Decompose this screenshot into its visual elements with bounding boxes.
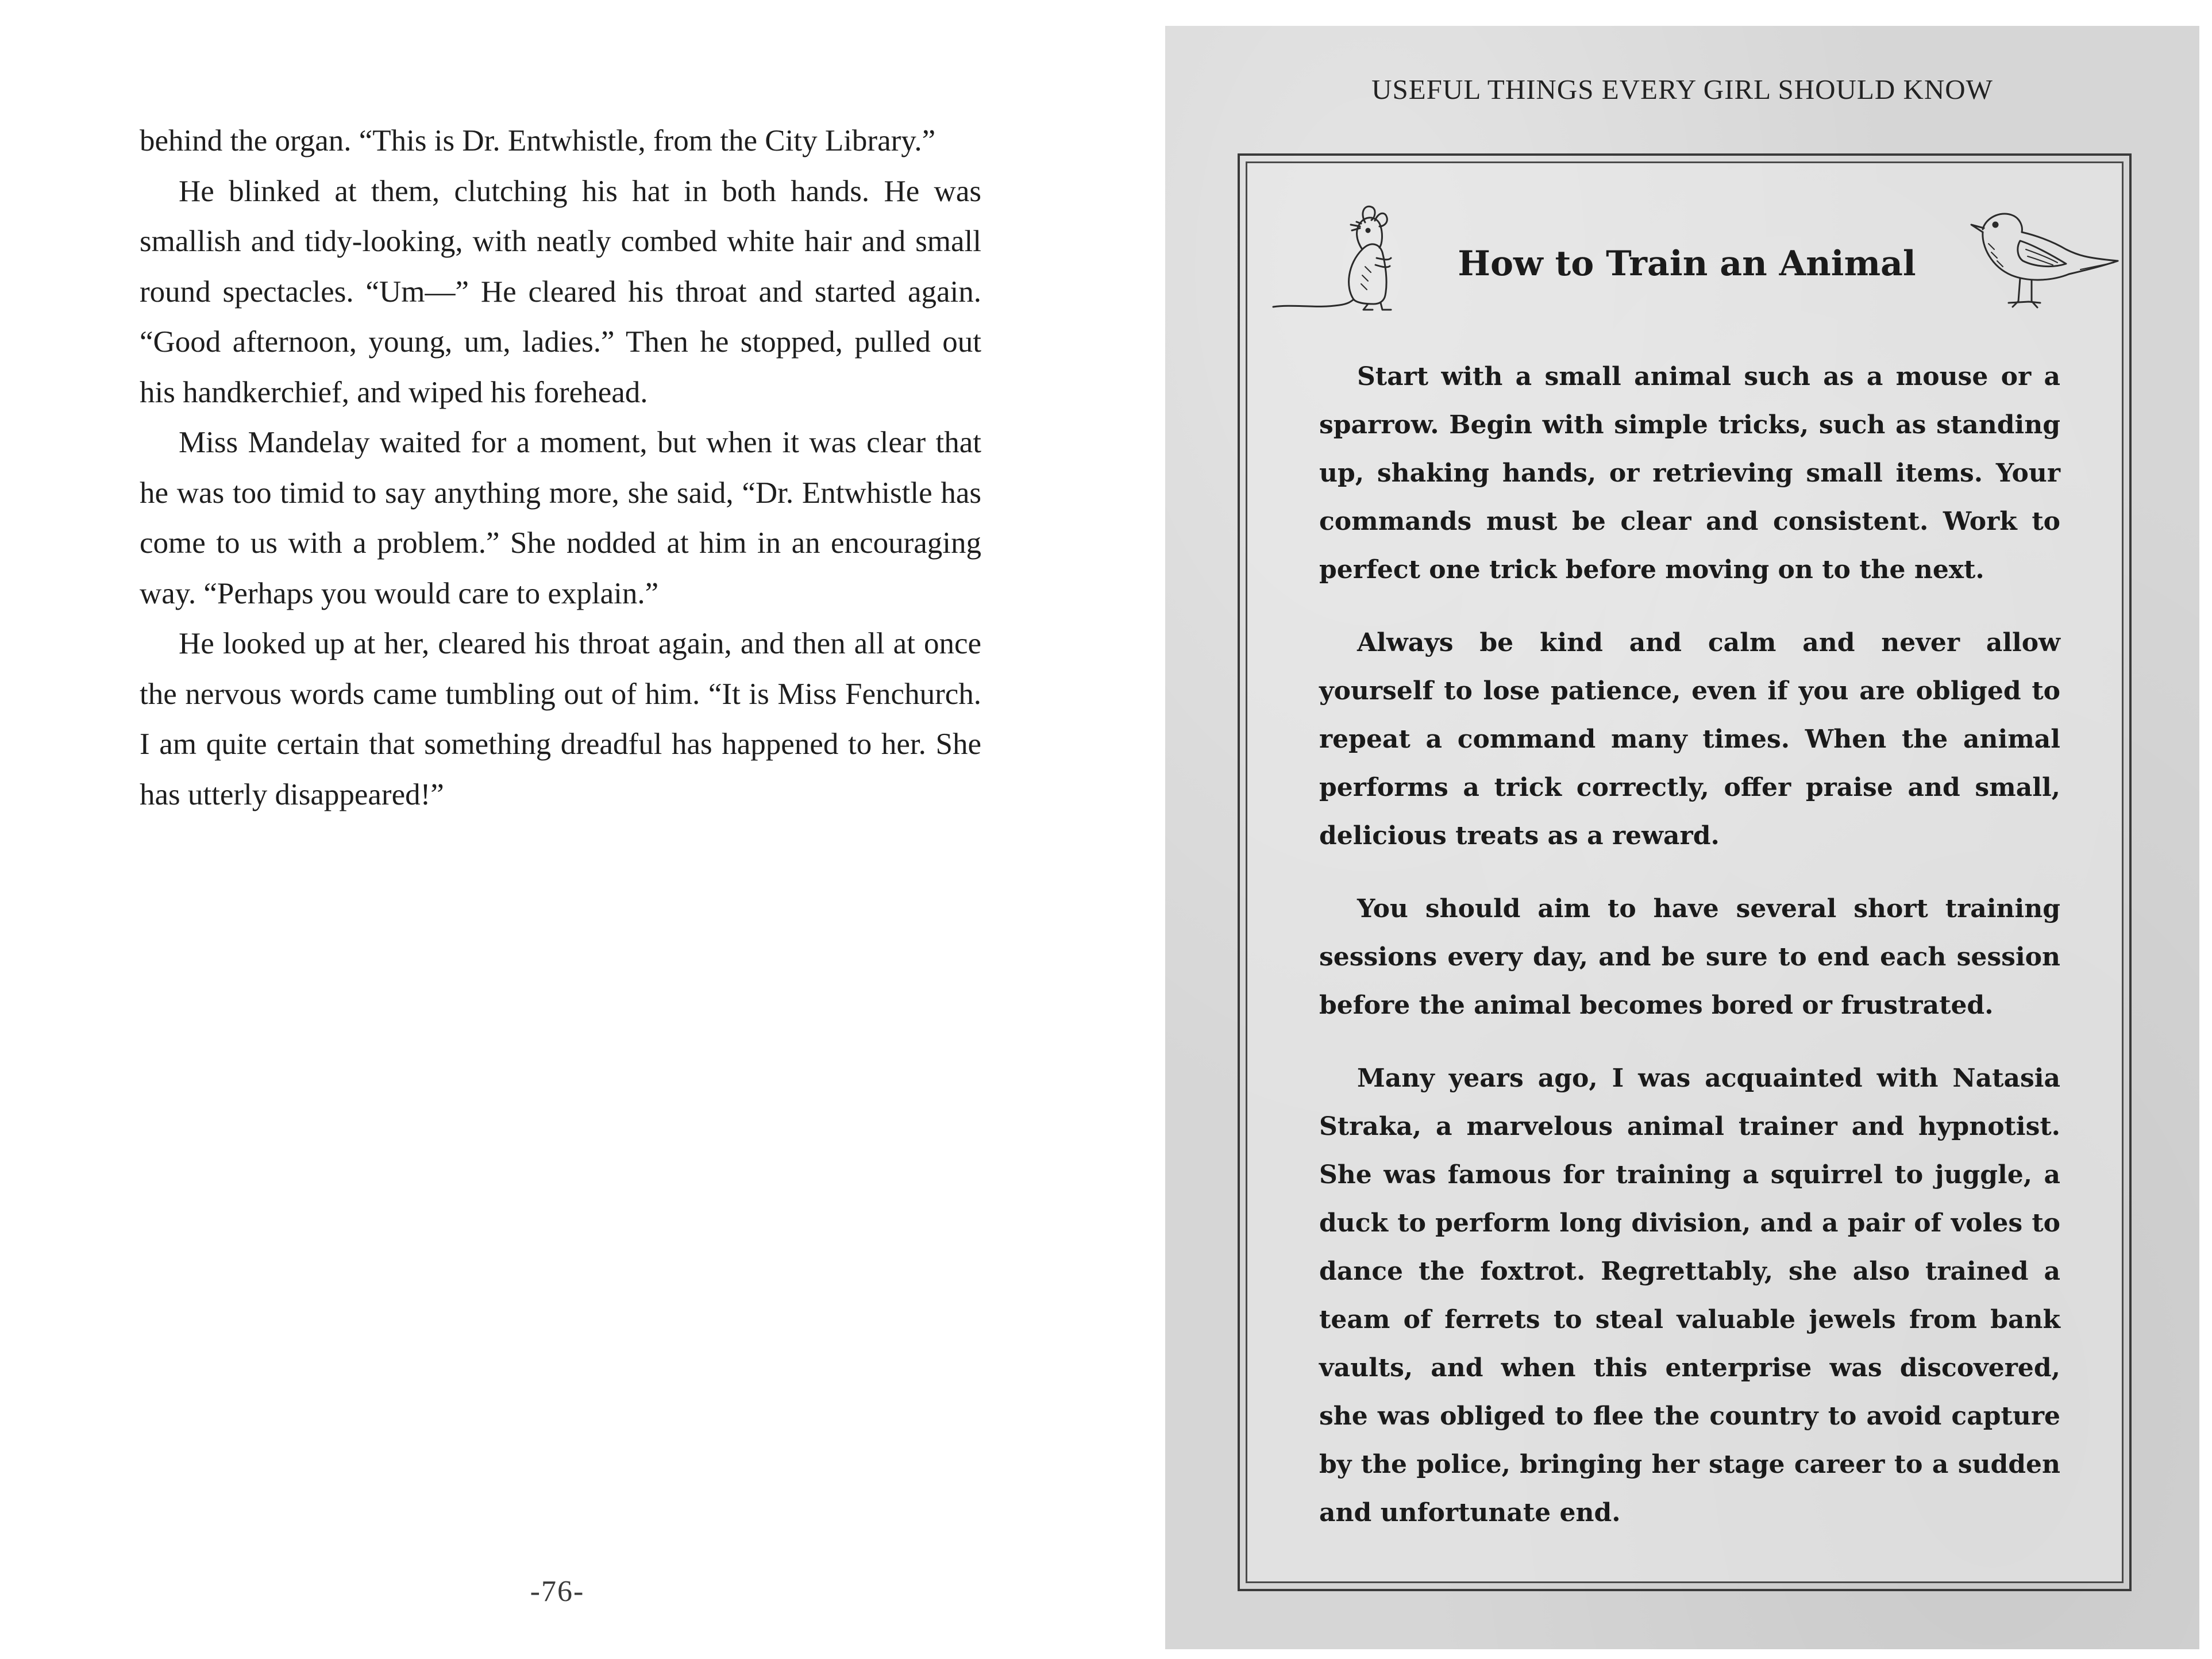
left-paragraph-4: He looked up at her, cleared his throat again, and then all at once the nervous words came tumbling out of him. “It is Miss Fenchurch. I am quite certain that something dreadful has happened to her. She has utterly disappeared!”: [140, 627, 981, 811]
box-body: [1319, 353, 2060, 1562]
box-paragraph-3: You should aim to have several short training sessions every day, and be sure to end each session before the animal becomes bored or frustrated.: [1319, 894, 2060, 1020]
sidebar-box-inner: [1246, 161, 2124, 1583]
right-page: [1165, 26, 2199, 1649]
running-head: USEFUL THINGS EVERY GIRL SHOULD KNOW: [1371, 74, 1993, 105]
page-number: -76-: [530, 1575, 585, 1608]
sparrow-illustration-icon: [1966, 201, 2121, 321]
left-paragraph-1: behind the organ. “This is Dr. Entwhistle, from the City Library.”: [140, 124, 936, 157]
left-paragraph-2: He blinked at them, clutching his hat in both hands. He was smallish and tidy-looking, with neatly combed white hair and small round spectacles. “Um—” He cleared his throat and started again. “Good afternoon, young, um, ladies.” Then he stopped, pulled out his handkerchief, and wiped his forehead.: [140, 174, 981, 409]
box-title: How to Train an Animal: [1458, 244, 1916, 284]
left-page-body: [140, 116, 981, 820]
box-paragraph-4: Many years ago, I was acquainted with Natasia Straka, a marvelous animal trainer and hypnotist. She was famous for training a squirrel to juggle, a duck to perform long division, and a pair of voles to dance the foxtrot. Regrettably, she also trained a team of ferrets to steal valuable jewels from bank vaults, and when this enterprise was discovered, she was obliged to flee the country to avoid capture by the police, bringing her stage career to a sudden and unfortunate end.: [1319, 1064, 2060, 1527]
left-paragraph-3: Miss Mandelay waited for a moment, but when it was clear that he was too timid to say anything more, she said, “Dr. Entwhistle has come to us with a problem.” She nodded at him in an encouraging way. “Perhaps you would care to explain.”: [140, 426, 981, 610]
box-paragraph-1: Start with a small animal such as a mouse or a sparrow. Begin with simple tricks, such as standing up, shaking hands, or retrieving small items. Your commands must be clear and consistent. Work to perfect one trick before moving on to the next.: [1319, 362, 2060, 584]
sidebar-box: [1238, 153, 2132, 1591]
box-paragraph-2: Always be kind and calm and never allow yourself to lose patience, even if you are obliged to repeat a command many times. When the animal performs a trick correctly, offer praise and small, delicious treats as a reward.: [1319, 628, 2060, 850]
